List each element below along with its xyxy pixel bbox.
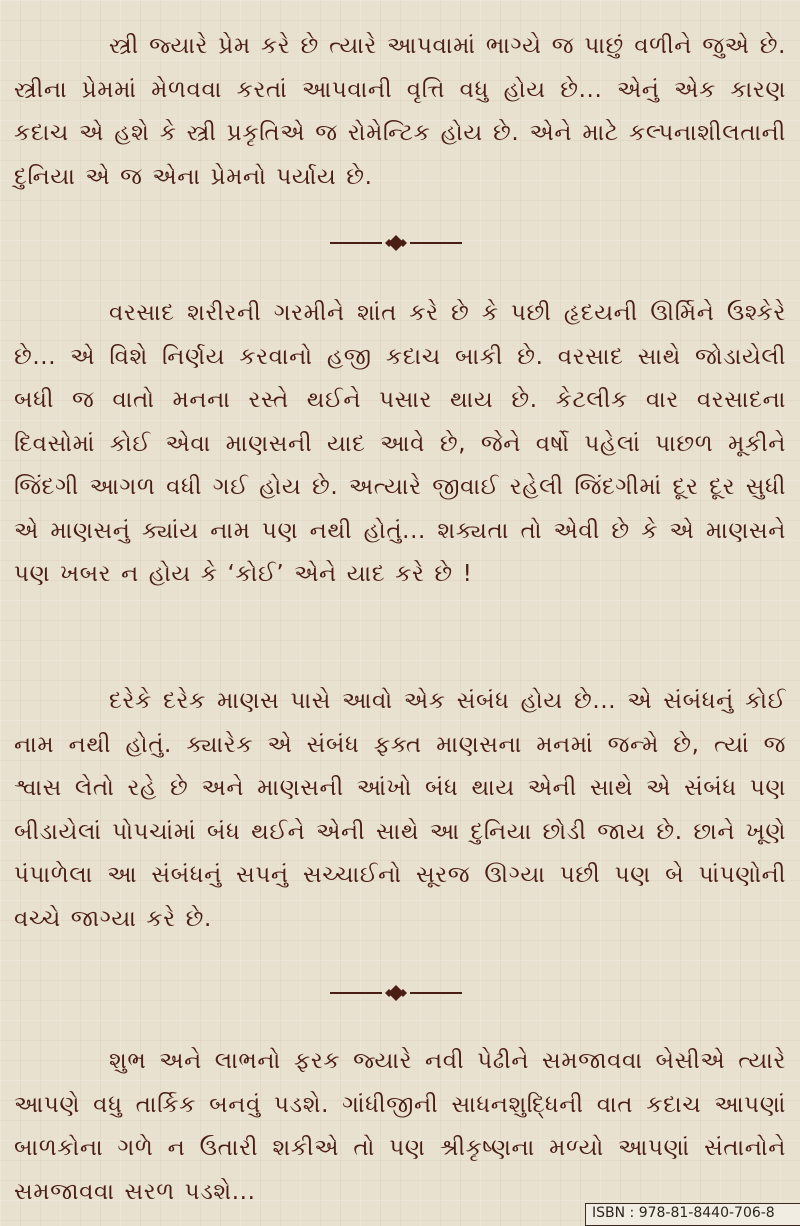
divider-ornament-2 [330, 983, 462, 1003]
isbn-label: ISBN : 978-81-8440-706-8 [585, 1203, 800, 1226]
paragraph-4: શુભ અને લાભનો ફરક જ્યારે નવી પેઢીને સમજાવવા બેસીએ ત્યારે આપણે વધુ તાર્કિક બનવું પડશે. ગાંધીજીની સાધનશુદ્ધિની વાત કદાચ આપણાં બાળકોના ગળે ન ઉતારી શકીએ તો પણ શ્રીકૃષ્ણના મળ્યો આપણાં સંતાનોને સમજાવવા સરળ પડશે... [14, 1048, 786, 1205]
paragraph-2: વરસાદ શરીરની ગરમીને શાંત કરે છે કે પછી હૃદયની ઊર્મિને ઉશ્કેરે છે... એ વિશે નિર્ણય કરવાનો હજી કદાચ બાકી છે. વરસાદ સાથે જોડાયેલી બધી જ વાતો મનના રસ્તે થઈને પસાર થાય છે. કેટલીક વાર વરસાદના દિવસોમાં કોઈ એવા માણસની યાદ આવે છે, જેને વર્ષો પહેલાં પાછળ મૂકીને જિંદગી આગળ વધી ગઈ હોય છે. અત્યારે જીવાઈ રહેલી જિંદગીમાં દૂર દૂર સુધી એ માણસનું ક્યાંય નામ પણ નથી હોતું... શક્યતા તો એવી છે કે એ માણસને પણ ખબર ન હોય કે ‘કોઈ’ એને યાદ કરે છે ! [14, 300, 786, 587]
paragraph-1: સ્ત્રી જ્યારે પ્રેમ કરે છે ત્યારે આપવામાં ભાગ્યે જ પાછું વળીને જુએ છે. સ્ત્રીના પ્રેમમાં મેળવવા કરતાં આપવાની વૃત્તિ વધુ હોય છે... એનું એક કારણ કદાચ એ હશે કે સ્ત્રી પ્રકૃતિએ જ રોમેન્ટિક હોય છે. એને માટે કલ્પનાશીલતાની દુનિયા એ જ એના પ્રેમનો પર્યાય છે. [14, 33, 786, 190]
divider-ornament-1 [330, 233, 462, 253]
paragraph-3: દરેકે દરેક માણસ પાસે આવો એક સંબંધ હોય છે... એ સંબંધનું કોઈ નામ નથી હોતું. ક્યારેક એ સંબંધ ફક્ત માણસના મનમાં જન્મે છે, ત્યાં જ શ્વાસ લેતો રહે છે અને માણસની આંખો બંધ થાય એની સાથે એ સંબંધ પણ બીડાયેલાં પોપચાંમાં બંધ થઈને એની સાથે આ દુનિયા છોડી જાય છે. છાને ખૂણે પંપાળેલા આ સંબંધનું સપનું સચ્ચાઈનો સૂરજ ઊગ્યા પછી પણ બે પાંપણોની વચ્ચે જાગ્યા કરે છે. [14, 688, 786, 932]
